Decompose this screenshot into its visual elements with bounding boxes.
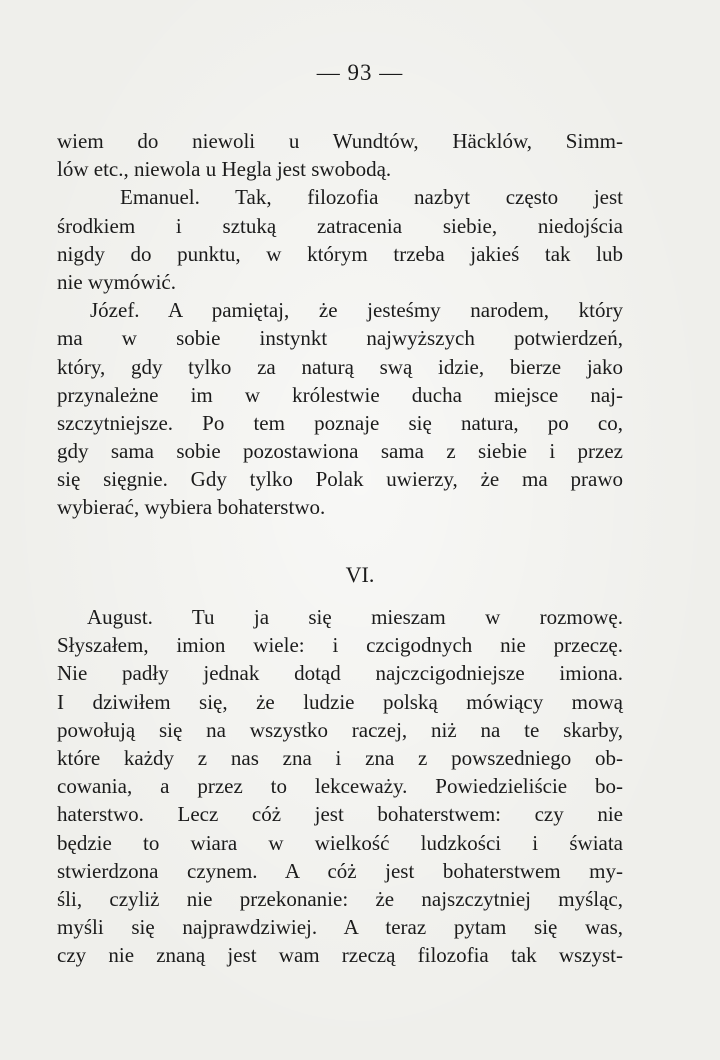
text-line: haterstwo. Lecz cóż jest bohaterstwem: czy nie — [57, 802, 623, 827]
text-line: Emanuel. Tak, filozofia nazbyt często jest — [120, 185, 623, 210]
text-line: powołują się na wszystko raczej, niż na te skarby, — [57, 717, 623, 742]
text-block-bottom — [57, 603, 623, 969]
text-line: nigdy do punktu, w którym trzeba jakieś tak lub — [57, 241, 623, 266]
text-block-top — [57, 127, 623, 522]
text-line: który, gdy tylko za naturą swą idzie, bierze jako — [57, 354, 623, 379]
text-line: stwierdzona czynem. A cóż jest bohaterstwem my- — [57, 858, 623, 883]
text-line: przynależne im w królestwie ducha miejsce naj- — [57, 382, 623, 407]
text-line: środkiem i sztuką zatracenia siebie, niedojścia — [57, 213, 623, 238]
text-line: śli, czyliż nie przekonanie: że najszczytniej myśląc, — [57, 886, 623, 911]
text-line: które każdy z nas zna i zna z powszedniego ob- — [57, 745, 623, 770]
text-line: się sięgnie. Gdy tylko Polak uwierzy, że ma prawo — [57, 467, 623, 492]
text-line: Słyszałem, imion wiele: i czcigodnych nie przeczę. — [57, 633, 623, 658]
text-line: będzie to wiara w wielkość ludzkości i świata — [57, 830, 623, 855]
text-line: I dziwiłem się, że ludzie polską mówiący mową — [57, 689, 623, 714]
text-line: Nie padły jednak dotąd najczcigodniejsze imiona. — [57, 661, 623, 686]
text-line: lów etc., niewola u Hegla jest swobodą. — [57, 157, 392, 182]
page-number: — 93 — — [316, 60, 404, 85]
text-line: wybierać, wybiera bohaterstwo. — [57, 495, 326, 520]
text-line: gdy sama sobie pozostawiona sama z siebie i przez — [57, 439, 623, 464]
text-line: cowania, a przez to lekceważy. Powiedzieliście bo- — [57, 774, 623, 799]
text-line: ma w sobie instynkt najwyższych potwierdzeń, — [57, 326, 623, 351]
text-line: nie wymówić. — [57, 269, 176, 294]
section-heading: VI. — [345, 562, 375, 587]
text-line: szczytniejsze. Po tem poznaje się natura, po co, — [57, 410, 623, 435]
text-line: Józef. A pamiętaj, że jesteśmy narodem, który — [90, 298, 623, 323]
text-line: myśli się najprawdziwiej. A teraz pytam się was, — [57, 915, 623, 940]
text-line: August. Tu ja się mieszam w rozmowę. — [87, 605, 623, 629]
text-line: czy nie znaną jest wam rzeczą filozofia tak wszyst- — [57, 943, 623, 968]
text-line: wiem do niewoli u Wundtów, Häcklów, Simm- — [57, 129, 623, 153]
